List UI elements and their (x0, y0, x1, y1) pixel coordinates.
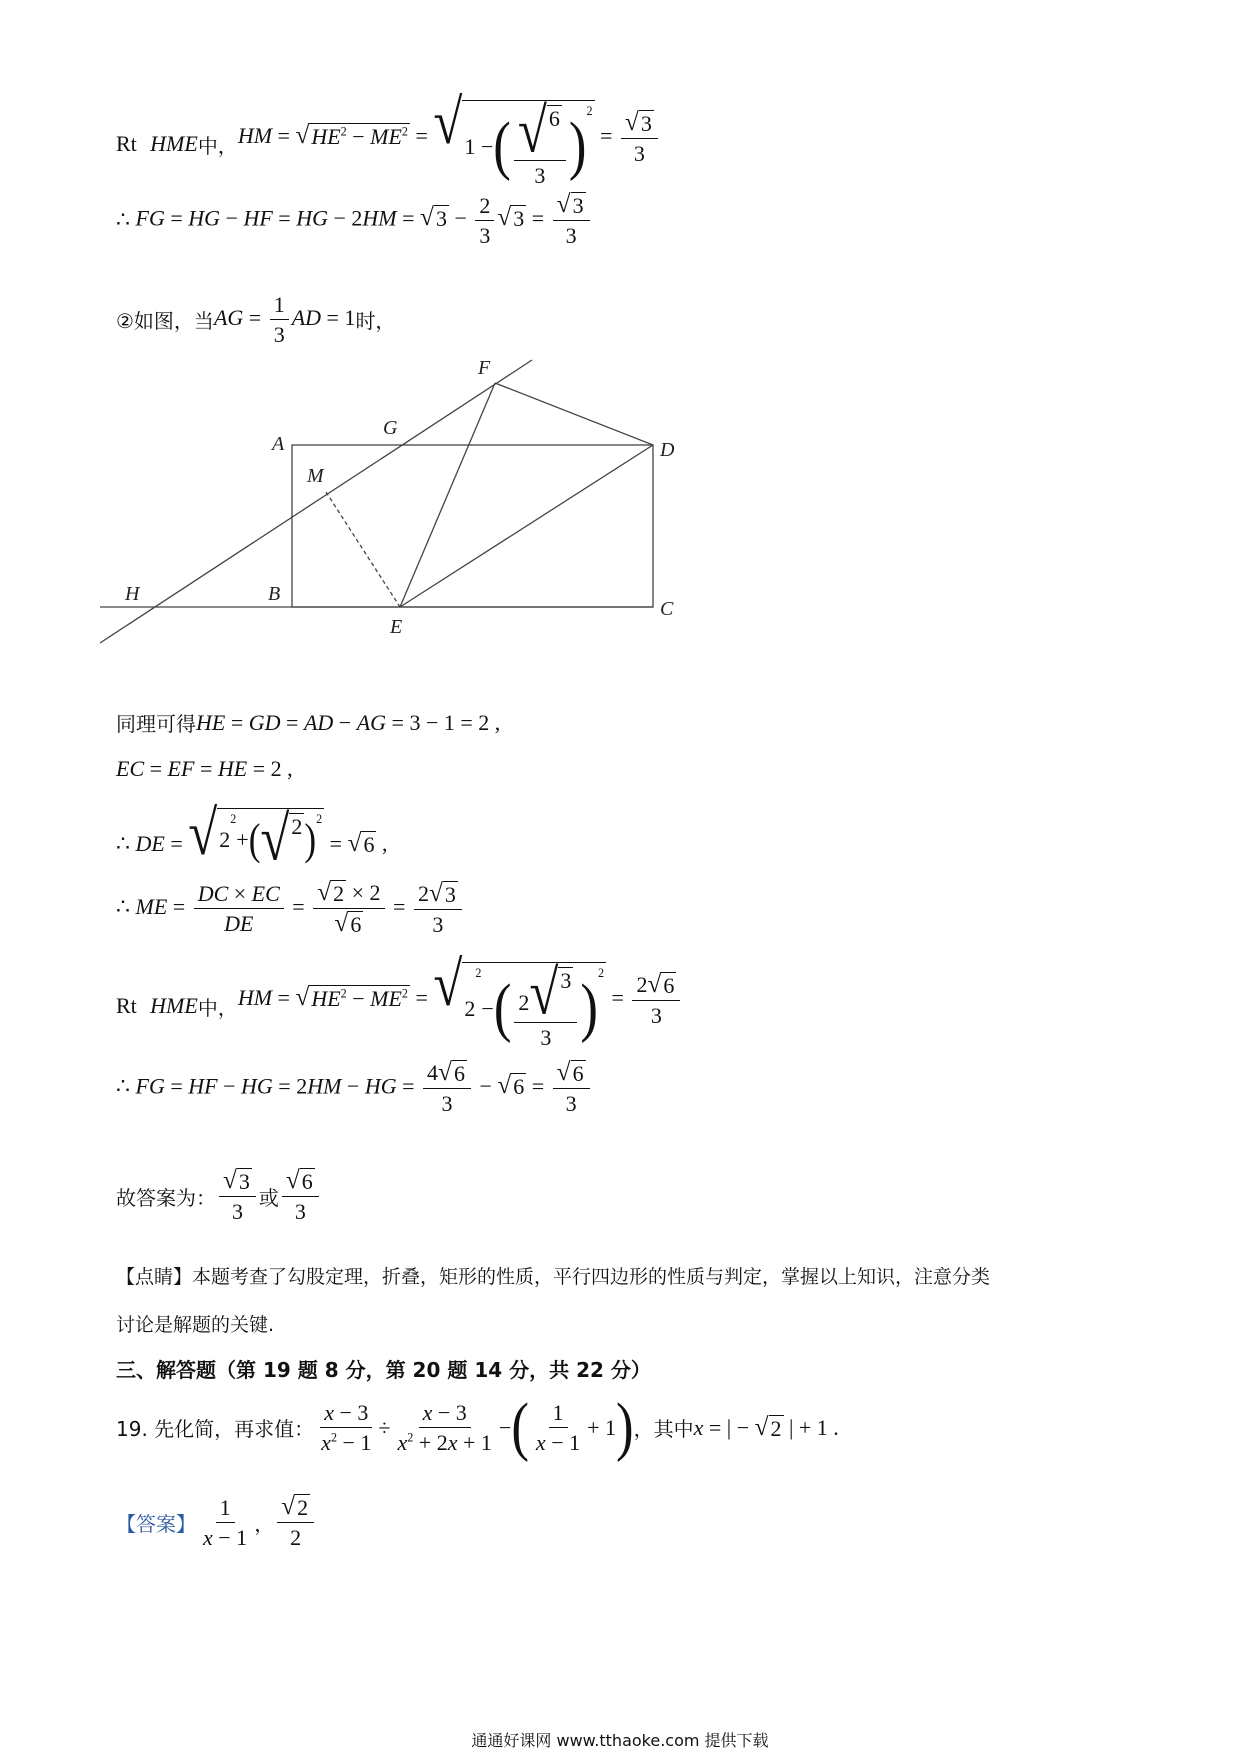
rt-label-2: Rt (116, 993, 137, 1019)
line-hf (100, 360, 532, 643)
label-e: E (390, 616, 403, 638)
answer-frac-2: √ 6 3 (279, 1168, 322, 1225)
rectangle-abcd (292, 445, 653, 607)
line-rt-hme-1 (116, 87, 661, 188)
formula-me: ∴ ME = $\frac{DC \times EC}{DE}$ = √ 2 × 2 √ 6 = 2 √ 3 3 (116, 880, 465, 938)
q19-mid: ，其中 (633, 1417, 694, 1442)
line-answer (116, 1168, 322, 1225)
label-h: H (125, 583, 140, 605)
triangle-name: HME (150, 131, 198, 157)
segment-ed (400, 445, 653, 607)
formula-fg-1: FG = HG − HF = HG − 2HM = √ 3 − $\frac{2}{3}$ √ 3 = √ 3 3 (130, 192, 593, 249)
label-m: M (307, 465, 324, 487)
answer-prefix: 故答案为： (116, 1185, 216, 1210)
question-19 (116, 1391, 839, 1464)
formula-ec: EC = EF = HE = 2 , (116, 756, 293, 781)
text-tongli: 同理可得 (116, 712, 196, 736)
formula-de: ∴ DE = √ 2 2 + ( √ 2 ) $^2$ = √ 6 , (116, 798, 388, 874)
segment-fd (495, 383, 653, 445)
line-fg-2 (116, 1060, 593, 1117)
section-heading: 三、解答题（第 19 题 8 分，第 20 题 14 分，共 22 分） (116, 1358, 651, 1382)
label-f: F (478, 357, 491, 379)
line-he (116, 708, 500, 737)
case-2-label: ②如图，当 (116, 309, 214, 334)
formula-he: HE = GD = AD − AG = 3 − 1 = 2 , (196, 709, 501, 735)
q19-expression: $\frac{x - 3}{x^2 - 1}$ ÷ $\frac{x - 3}{x^2 + 2x + 1}$ − ( $\frac{1}{x - 1}$ + 1 ) (321, 1391, 634, 1464)
formula-fg-2: ∴ FG = HF − HG = 2HM − HG = 4 √ 6 3 − √ 6 = √ 6 3 (116, 1060, 593, 1117)
text-zhong-2: 中， (197, 995, 238, 1020)
text-zhong: 中， (197, 133, 238, 158)
line-de (116, 798, 388, 874)
line-ec (116, 756, 293, 782)
comment-line-1: 【点睛】本题考查了勾股定理，折叠，矩形的性质，平行四边形的性质与判定，掌握以上知识，注意分类 (116, 1266, 991, 1288)
line-me (116, 880, 465, 938)
line-fg-1 (116, 192, 593, 249)
geometry-figure (100, 350, 680, 650)
answer-19-sep: ， (254, 1511, 275, 1536)
answer-19-frac-2: √ 2 2 (274, 1494, 317, 1551)
label-g: G (383, 417, 398, 439)
answer-label: 【答案】 (116, 1511, 196, 1536)
rt-label: Rt (116, 131, 137, 157)
label-a: A (272, 433, 285, 455)
answer-19 (116, 1494, 317, 1551)
segment-me (326, 492, 400, 607)
answer-frac-1: √ 3 3 (216, 1168, 259, 1225)
label-d: D (660, 439, 675, 461)
q19-x-value: x = | − √ 2 | + 1 . (693, 1412, 839, 1441)
formula-hm-1: HM = √ $HE^2 - ME^2$ = √ 1 − ( √ 6 3 ) $^2$ = √ 3 3 (238, 100, 661, 188)
answer-or: 或 (258, 1185, 279, 1210)
line-case-2 (116, 292, 395, 348)
answer-19-frac-1: $\frac{1}{x - 1}$ (203, 1494, 248, 1550)
triangle-name-2: HME (150, 993, 198, 1019)
formula-ag: AG = $\frac{1}{3}$ AD = 1 (213, 292, 356, 348)
line-rt-hme-2 (116, 949, 683, 1050)
page-footer: 通通好课网 www.tthaoke.com 提供下载 (471, 1731, 769, 1750)
formula-hm-2: HM = √ $HE^2 - ME^2$ = √ 2 2 − ( 2 √ 3 3 ) $^2$ = 2 √ 6 3 (238, 962, 684, 1050)
segment-fe (400, 383, 495, 607)
text-shi: 时， (355, 309, 396, 334)
label-c: C (660, 598, 674, 620)
label-b: B (268, 583, 281, 605)
q19-prefix: 19. 先化简，再求值： (116, 1417, 315, 1442)
therefore-symbol: ∴ (116, 207, 130, 233)
comment-line-2: 讨论是解题的关键. (116, 1314, 275, 1336)
